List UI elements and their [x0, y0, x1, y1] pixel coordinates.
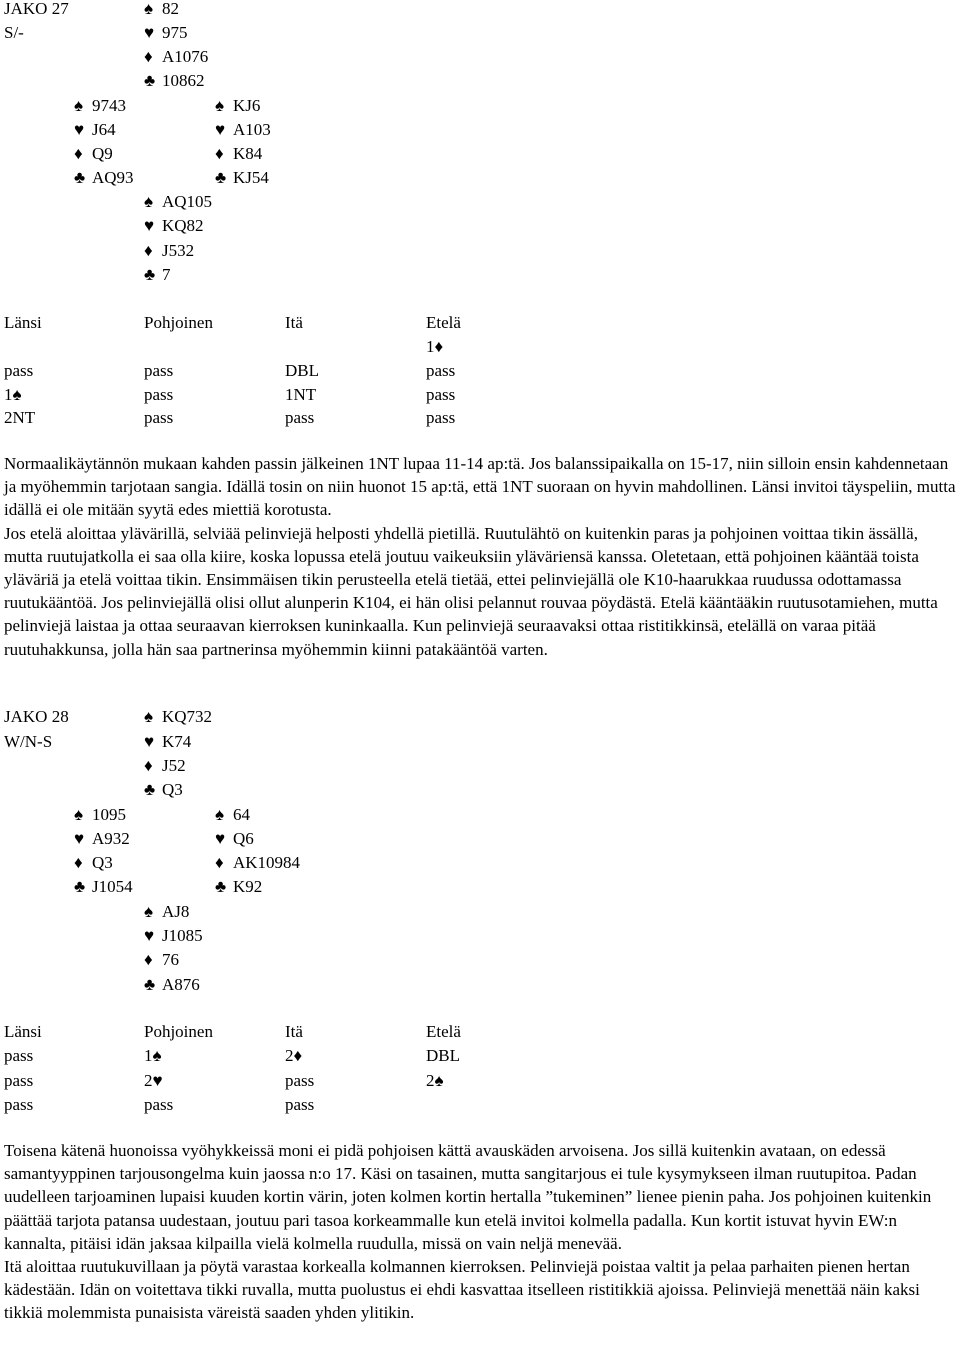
east-diamonds [215, 851, 300, 875]
auction-header-south: Etelä [426, 313, 461, 332]
deal-27-vulnerability: S/- [4, 23, 24, 42]
heart-icon: ♥ [144, 732, 155, 751]
east-hearts-cards: Q6 [233, 829, 254, 848]
auction-header-north: Pohjoinen [144, 313, 213, 332]
commentary-paragraph: Normaalikäytännön mukaan kahden passin jälkeinen 1NT lupaa 11-14 ap:tä. Jos balanssipaikalla on 15-17, niin silloin ensin kahdennetaan ja myöhemmin tarjotaan sangia. Idällä tosin on niin huonot 15 ap:tä, että 1NT suoraan on hyvin mahdollinen. Länsi invitoi täyspeliin, mutta idällä ei ole mitään syytä edes miettiä korotusta. [4, 454, 956, 520]
south-clubs [144, 263, 171, 287]
west-hearts [74, 118, 116, 142]
spade-icon: ♠ [144, 902, 154, 921]
south-diamonds-cards: 76 [162, 950, 179, 969]
auction-bid: pass [285, 408, 315, 427]
south-hearts-cards: J1085 [162, 926, 203, 945]
east-spades [215, 803, 250, 827]
heart-icon: ♥ [144, 23, 155, 42]
diamond-icon: ♦ [215, 144, 224, 163]
auction-bid: pass [4, 1071, 34, 1090]
auction-bid: pass [426, 408, 456, 427]
west-hearts-cards: J64 [92, 120, 116, 139]
auction-header-east: Itä [285, 1022, 303, 1041]
west-diamonds-cards: Q3 [92, 853, 113, 872]
deal-27-commentary [4, 452, 956, 661]
east-hearts [215, 118, 271, 142]
south-clubs-cards: 7 [162, 265, 171, 284]
deal-28-vulnerability: W/N-S [4, 732, 53, 751]
west-diamonds [74, 851, 113, 875]
north-clubs-cards: 10862 [162, 71, 205, 90]
east-hearts-cards: A103 [233, 120, 271, 139]
east-diamonds [215, 142, 262, 166]
west-clubs [74, 875, 133, 899]
south-hearts-cards: KQ82 [162, 216, 204, 235]
west-hearts-cards: A932 [92, 829, 130, 848]
north-diamonds [144, 754, 186, 778]
east-clubs [215, 875, 262, 899]
auction-bid: DBL [285, 361, 319, 380]
west-hearts [74, 827, 130, 851]
auction-bid: DBL [426, 1046, 460, 1065]
north-spades-cards: KQ732 [162, 707, 213, 726]
club-icon: ♣ [144, 780, 156, 799]
auction-bid: pass [4, 361, 34, 380]
east-clubs-cards: K92 [233, 877, 263, 896]
diamond-icon: ♦ [144, 47, 153, 66]
east-diamonds-cards: K84 [233, 144, 263, 163]
club-icon: ♣ [74, 877, 86, 896]
auction-bid: 2NT [4, 408, 36, 427]
west-clubs-cards: J1054 [92, 877, 133, 896]
auction-bid: pass [426, 385, 456, 404]
diamond-icon: ♦ [215, 853, 224, 872]
diamond-icon: ♦ [74, 144, 83, 163]
deal-28-title: JAKO 28 [4, 707, 69, 726]
heart-icon: ♥ [215, 120, 226, 139]
auction-header-north: Pohjoinen [144, 1022, 213, 1041]
spade-icon: ♠ [74, 96, 84, 115]
east-clubs [215, 166, 269, 190]
auction-header-west: Länsi [4, 313, 42, 332]
auction-bid: 2♠ [426, 1071, 444, 1090]
auction-bid: 1♦ [426, 337, 444, 356]
auction-bid: pass [4, 1046, 34, 1065]
auction-bid: pass [426, 361, 456, 380]
commentary-paragraph: Jos etelä aloittaa ylävärillä, selviää pelinviejä helposti yhdellä pietillä. Ruutulähtö on kuitenkin paras ja pohjoinen voittaa tikin ässällä, mutta ruutujatkolla ei saa olla kiire, koska lopussa etelä joutuu vaikeuksiin yläväriensä kanssa. Oletetaan, että pohjoinen kääntää toista yläväriä ja etelä voittaa tikin. Ensimmäisen tikin perusteella etelä tietää, ettei pelinviejällä ole K10-haarukkaa ruudussa odottamassa ruutukääntöä. Jos pelinviejällä olisi ollut alunperin K104, ei hän olisi pelannut rouvaa pöydästä. Etelä kääntääkin ruutusotamiehen, mutta pelinviejä laistaa ja ottaa seuraavan kierroksen kuninkaalla. Kun pelinviejä seuraavaksi ottaa ristitikkinsä, etelällä on varaa pitää ruutuhakkunsa, jolla hän saa partnerinsa myöhemmin kiinni patakääntöä varten. [4, 523, 938, 659]
club-icon: ♣ [144, 71, 156, 90]
auction-bid: pass [144, 385, 174, 404]
diamond-icon: ♦ [144, 950, 153, 969]
south-diamonds [144, 239, 194, 263]
west-spades-cards: 9743 [92, 96, 126, 115]
auction-header-west: Länsi [4, 1022, 42, 1041]
club-icon: ♣ [74, 168, 86, 187]
west-diamonds [74, 142, 113, 166]
diamond-icon: ♦ [144, 241, 153, 260]
north-diamonds-cards: J52 [162, 756, 186, 775]
heart-icon: ♥ [74, 120, 85, 139]
auction-bid: pass [285, 1095, 315, 1114]
heart-icon: ♥ [144, 926, 155, 945]
auction-bid: 1NT [285, 385, 317, 404]
spade-icon: ♠ [74, 805, 84, 824]
auction-bid: 1♠ [144, 1046, 162, 1065]
south-hearts [144, 924, 203, 948]
east-spades-cards: 64 [233, 805, 250, 824]
auction-bid: 1♠ [4, 385, 22, 404]
north-diamonds-cards: A1076 [162, 47, 209, 66]
spade-icon: ♠ [215, 805, 225, 824]
club-icon: ♣ [215, 877, 227, 896]
heart-icon: ♥ [74, 829, 85, 848]
diamond-icon: ♦ [144, 756, 153, 775]
auction-bid: pass [285, 1071, 315, 1090]
south-hearts [144, 214, 204, 238]
east-spades [215, 94, 260, 118]
west-spades [74, 803, 126, 827]
club-icon: ♣ [215, 168, 227, 187]
spade-icon: ♠ [215, 96, 225, 115]
heart-icon: ♥ [144, 216, 155, 235]
east-spades-cards: KJ6 [233, 96, 261, 115]
club-icon: ♣ [144, 265, 156, 284]
west-spades-cards: 1095 [92, 805, 126, 824]
commentary-paragraph: Itä aloittaa ruutukuvillaan ja pöytä varastaa korkealla kolmannen kierroksen. Pelinviejä poistaa valtit ja pelaa parhaiten pienen hertan kädestään. Idän on voitettava tikki ruvalla, mutta puolustus ei ehdi kasvattaa itselleen ristitikkiä ajoissa. Pelinviejä menettää näin kaksi tikkiä molemmista punaisista väreistä saaden yhden ylitikin. [4, 1257, 920, 1323]
north-clubs-cards: Q3 [162, 780, 183, 799]
north-hearts [144, 730, 191, 754]
spade-icon: ♠ [144, 192, 154, 211]
north-spades [144, 0, 179, 21]
auction-bid: pass [4, 1095, 34, 1114]
auction-header-east: Itä [285, 313, 303, 332]
north-spades-cards: 82 [162, 0, 179, 18]
commentary-paragraph: Toisena kätenä huonoissa vyöhykkeissä moni ei pidä pohjoisen kättä avauskäden arvoisena. Jos sillä kuitenkin avataan, on edessä samantyyppinen tarjousongelma kuin jaossa n:o 17. Käsi on tasainen, mutta sangitarjous ei tule kysymykseen ilman ruutupitoa. Padan uudelleen tarjoaminen lupaisi kuuden kortin värin, joten kolmen kortin hertalla ”tukeminen” lienee pienin paha. Jos pohjoinen kuitenkin päättää tarjota patansa uudestaan, joutuu pari tasoa korkeammalle kun etelä invitoi kolmella padalla. Kun kortit istuvat hyvin EW:n kannalta, pitäisi idän jaksaa kilpailla vielä kolmella ruudulla, missä on vain neljä menevää. [4, 1141, 932, 1253]
west-clubs-cards: AQ93 [92, 168, 134, 187]
auction-bid: 2♦ [285, 1046, 303, 1065]
east-diamonds-cards: AK10984 [233, 853, 301, 872]
north-clubs [144, 69, 205, 93]
spade-icon: ♠ [144, 0, 154, 18]
east-clubs-cards: KJ54 [233, 168, 269, 187]
south-spades [144, 900, 189, 924]
club-icon: ♣ [144, 975, 156, 994]
north-hearts [144, 21, 188, 45]
auction-bid: pass [144, 408, 174, 427]
auction-bid: pass [144, 1095, 174, 1114]
south-clubs [144, 973, 200, 997]
south-diamonds [144, 948, 179, 972]
west-clubs [74, 166, 134, 190]
north-clubs [144, 778, 183, 802]
deal-28-commentary [4, 1139, 956, 1325]
south-spades [144, 190, 212, 214]
east-hearts [215, 827, 254, 851]
west-diamonds-cards: Q9 [92, 144, 113, 163]
south-clubs-cards: A876 [162, 975, 200, 994]
heart-icon: ♥ [215, 829, 226, 848]
south-spades-cards: AQ105 [162, 192, 213, 211]
auction-header-south: Etelä [426, 1022, 461, 1041]
north-diamonds [144, 45, 208, 69]
auction-bid: pass [144, 361, 174, 380]
spade-icon: ♠ [144, 707, 154, 726]
deal-27-title: JAKO 27 [4, 0, 69, 18]
south-spades-cards: AJ8 [162, 902, 190, 921]
west-spades [74, 94, 126, 118]
diamond-icon: ♦ [74, 853, 83, 872]
north-spades [144, 705, 212, 729]
north-hearts-cards: 975 [162, 23, 188, 42]
auction-bid: 2♥ [144, 1071, 163, 1090]
north-hearts-cards: K74 [162, 732, 192, 751]
south-diamonds-cards: J532 [162, 241, 195, 260]
